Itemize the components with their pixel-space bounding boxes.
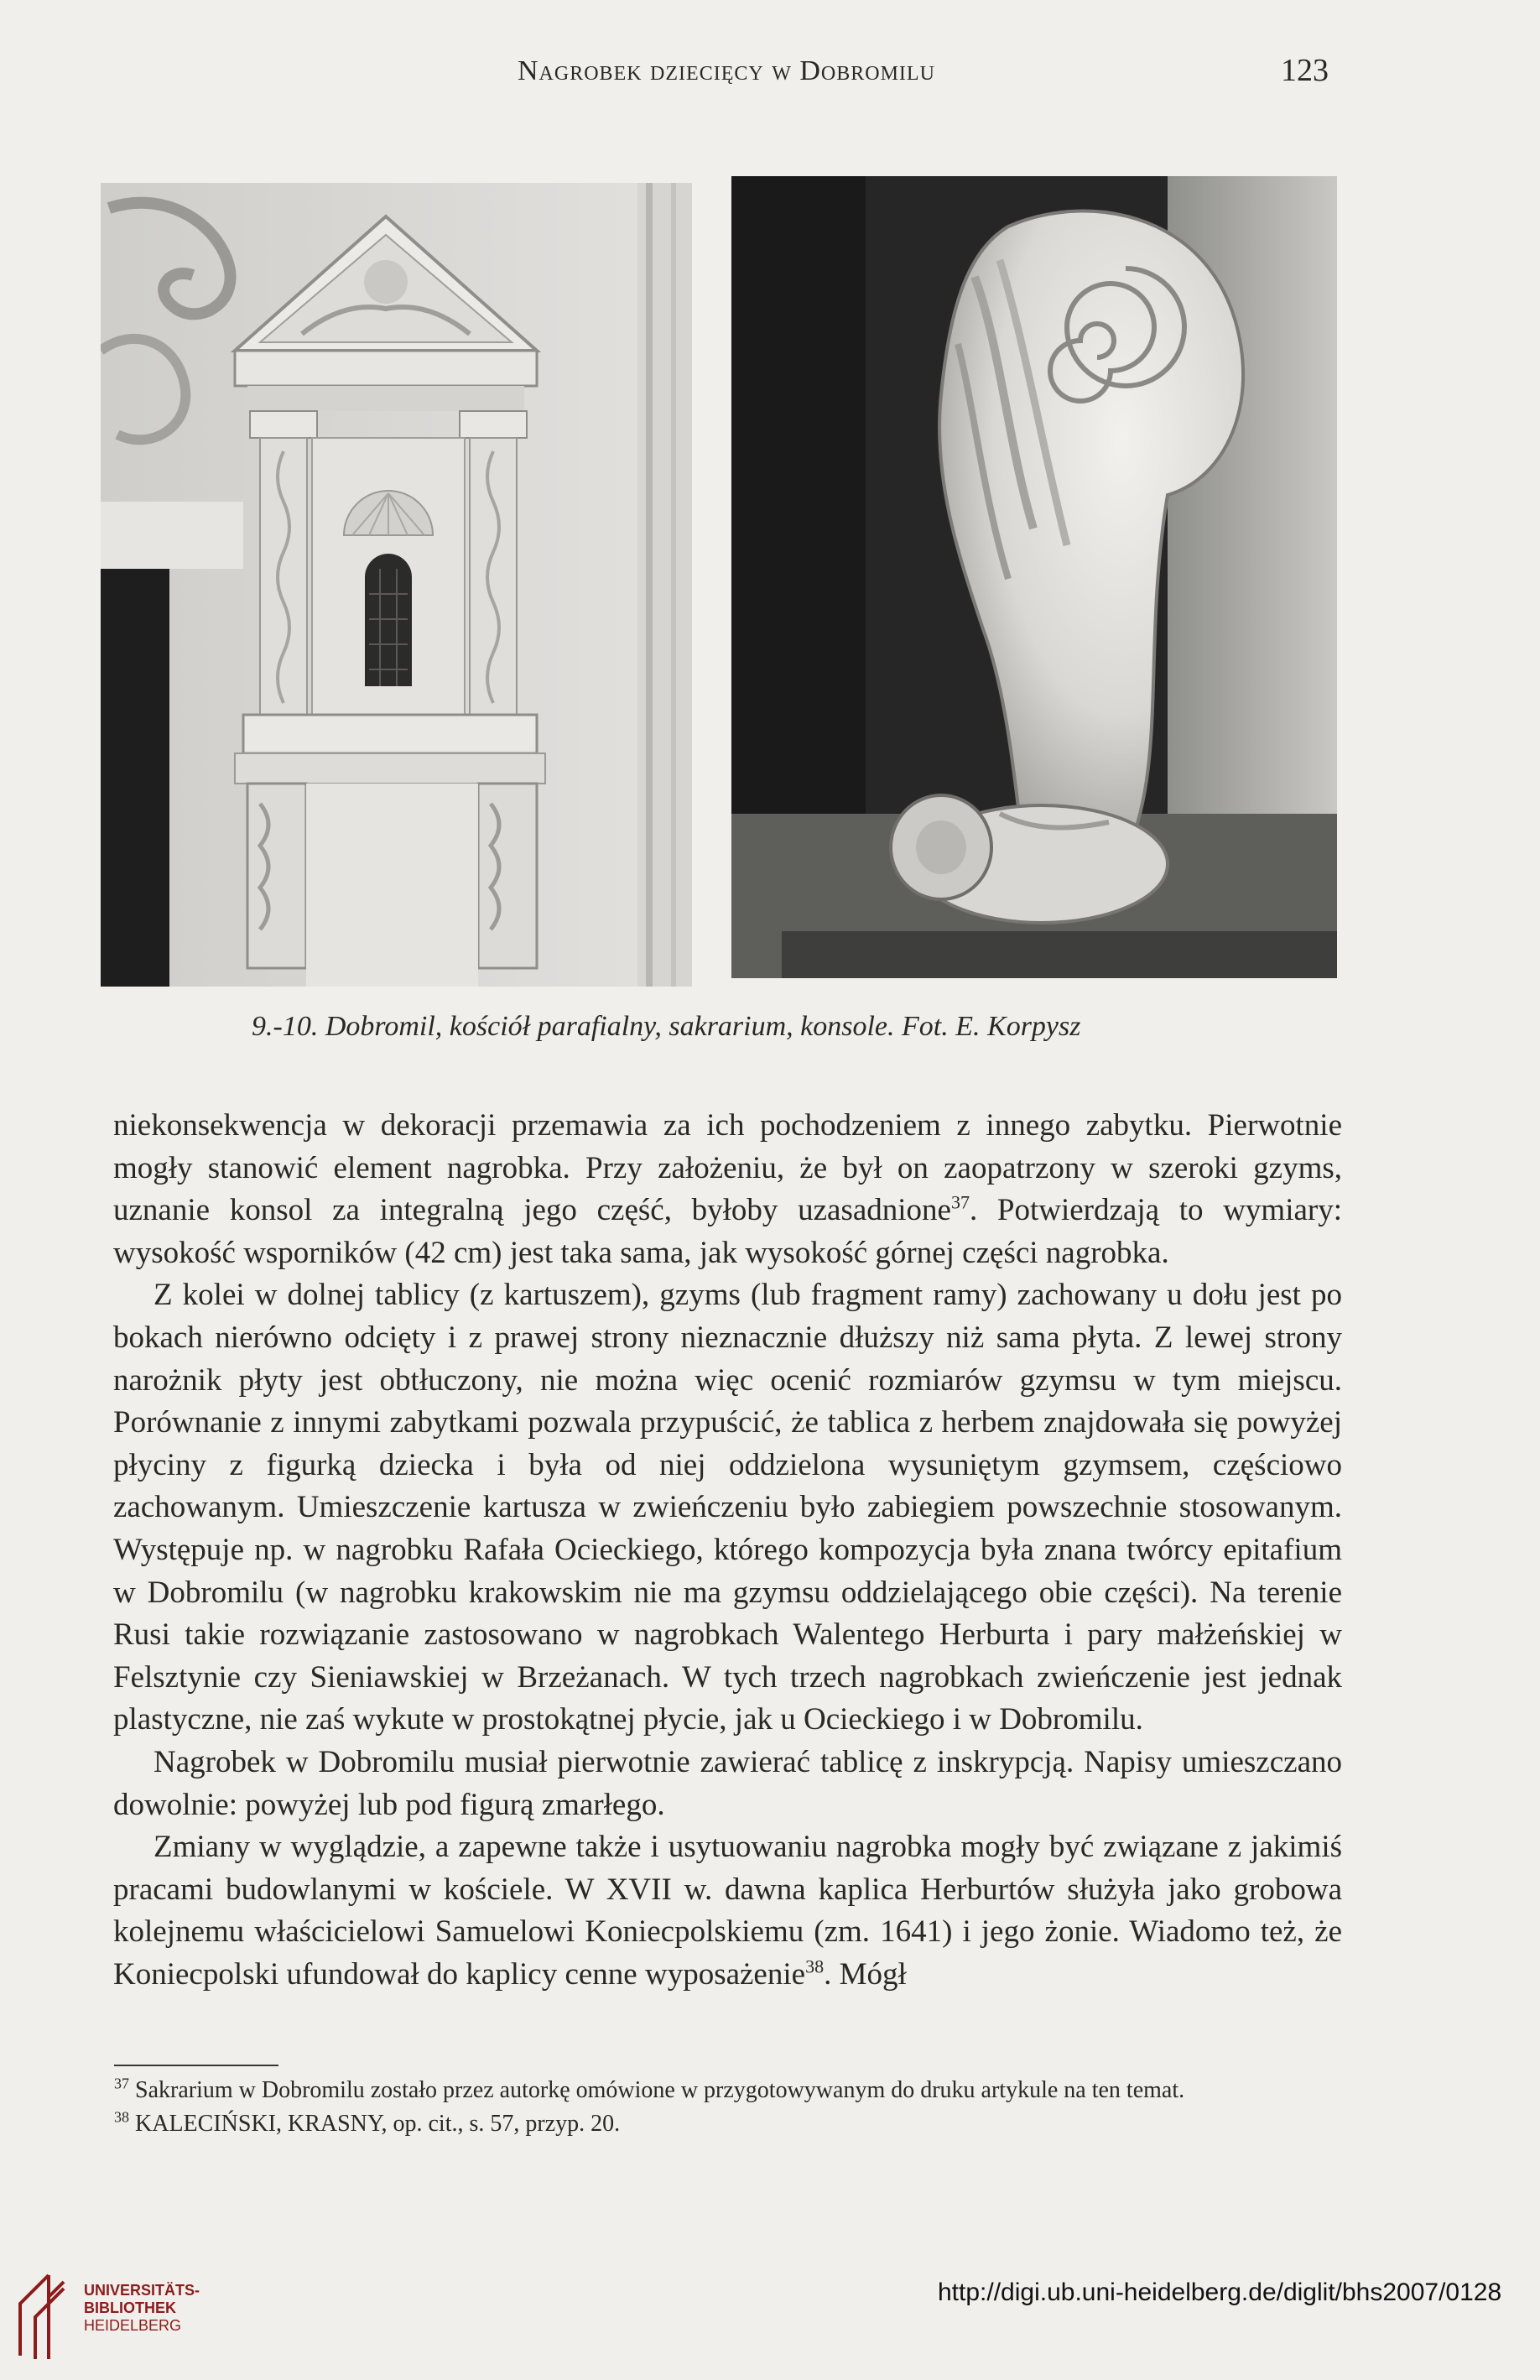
library-emblem-icon — [15, 2272, 75, 2364]
library-name-line3: HEIDELBERG — [84, 2317, 182, 2334]
photo-sakrarium — [101, 183, 692, 987]
paragraph-1-text-a: niekonsekwencja w dekoracji przemawia za ich pochodzeniem z innego zabytku. Pierwotnie mogły stanowić element nagrobka. Przy założeniu, że był on zaopatrzony w szeroki gzyms, uznanie konsol za integralną jego część, byłoby uzasadnione — [113, 1108, 1342, 1228]
paragraph-3: Nagrobek w Dobromilu musiał pierwotnie zawierać tablicę z inskrypcją. Napisy umieszczano dowolnie: powyżej lub pod figurą zmarłego. — [113, 1744, 1342, 1822]
footnotes — [114, 2074, 1339, 2141]
library-name-line2: BIBLIOTHEK — [84, 2299, 176, 2316]
konsola-illustration — [731, 176, 1337, 978]
footnote-ref-38: 38 — [805, 1956, 825, 1977]
paragraph-1-text-b: . Potwierdzają to wymiary: wysokość wsporników (42 cm) jest taka sama, jak wysokość górnej części nagrobka. — [113, 1193, 1342, 1270]
footnote-number: 37 — [114, 2075, 129, 2092]
footnote-text: KALECIŃSKI, KRASNY, op. cit., s. 57, przyp. 20. — [135, 2111, 621, 2137]
paragraph-4 — [113, 1826, 1342, 1996]
figure-caption: 9.-10. Dobromil, kościół parafialny, sakrarium, konsole. Fot. E. Korpysz — [252, 1011, 1081, 1042]
photo-konsola — [731, 176, 1337, 978]
source-url-link[interactable]: http://digi.ub.uni-heidelberg.de/diglit/bhs2007/0128 — [938, 2278, 1502, 2306]
paragraph-1 — [113, 1105, 1342, 1274]
library-name-line1: UNIVERSITÄTS- — [84, 2282, 200, 2299]
footnote-38 — [114, 2107, 1339, 2141]
running-head: Nagrobek dziecięcy w Dobromilu — [518, 55, 935, 86]
sakrarium-illustration — [101, 183, 692, 987]
page-number: 123 — [1281, 53, 1329, 88]
footnote-ref-37: 37 — [950, 1191, 970, 1213]
footnote-number: 38 — [114, 2108, 129, 2126]
library-logo — [15, 2272, 250, 2364]
footnote-text: Sakrarium w Dobromilu zostało przez autorkę omówione w przygotowywanym do druku artykule na ten temat. — [135, 2077, 1185, 2103]
body-text — [113, 1105, 1342, 1996]
footnote-divider — [114, 2065, 278, 2066]
footnote-37 — [114, 2074, 1339, 2107]
paragraph-4-text-a: Zmiany w wyglądzie, a zapewne także i usytuowaniu nagrobka mogły być związane z jakimiś pracami budowlanymi w kościele. W XVII w. dawna kaplica Herburtów służyła jako grobowa kolejnemu właścicielowi Samuelowi Koniecpolskiemu (zm. 1641) i jego żonie. Wiadomo też, że Koniecpolski ufundował do kaplicy cenne wyposażenie — [113, 1830, 1342, 1992]
page-header — [113, 49, 1329, 99]
paragraph-4-text-b: . Mógł — [824, 1956, 907, 1992]
paragraph-2: Z kolei w dolnej tablicy (z kartuszem), gzyms (lub fragment ramy) zachowany u dołu jest po bokach nierówno odcięty i z prawej strony nieznacznie dłuższy niż sama płyta. Z lewej strony narożnik płyty jest obtłuczony, nie można więc ocenić rozmiarów gzymsu w tym miejscu. Porównanie z innymi zabytkami pozwala przypuścić, że tablica z herbem znajdowała się powyżej płyciny z figurką dziecka i była od niej oddzielona wysuniętym gzymsem, częściowo zachowanym. Umieszczenie kartusza w zwieńczeniu było zabiegiem powszechnie stosowanym. Występuje np. w nagrobku Rafała Ocieckiego, którego kompozycja była znana twórcy epitafium w Dobromilu (w nagrobku krakowskim nie ma gzymsu oddzielającego obie części). Na terenie Rusi takie rozwiązanie zastosowano w nagrobkach Walentego Herburta i pary małżeńskiej w Felsztynie czy Sieniawskiej w Brzeżanach. W tych trzech nagrobkach zwieńczenie jest jednak plastyczne, nie zaś wykute w prostokątnej płycie, jak u Ocieckiego i w Dobromilu. — [113, 1278, 1342, 1737]
library-name — [84, 2282, 200, 2335]
